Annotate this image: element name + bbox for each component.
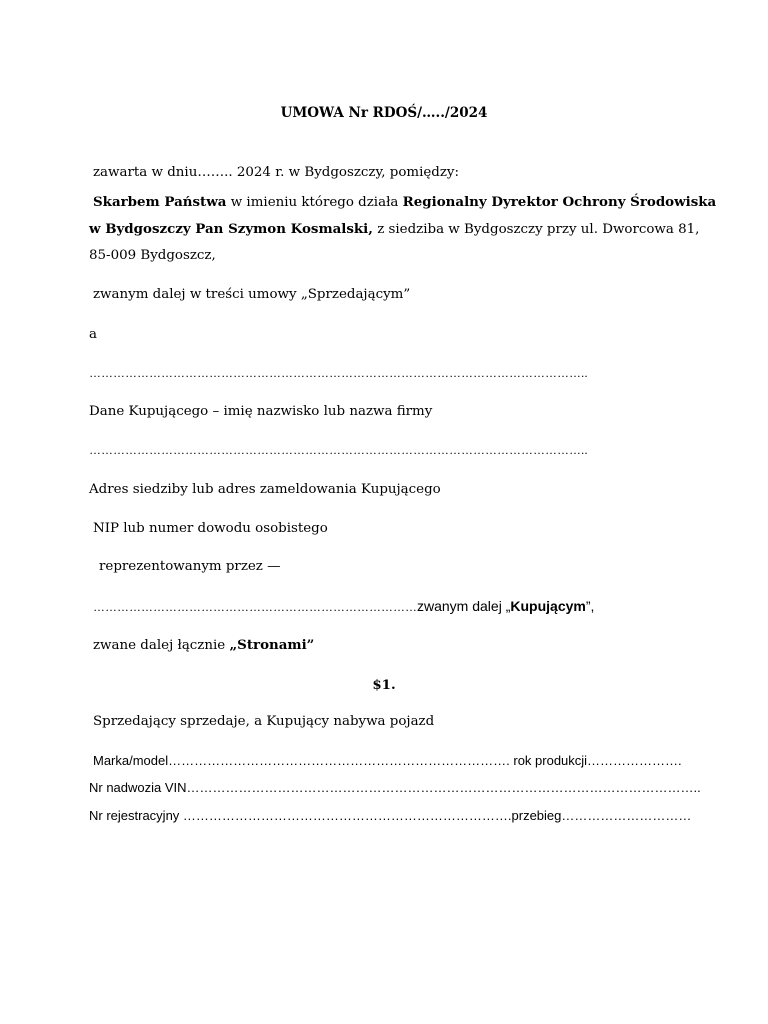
conjunction-a: a [89,327,97,342]
seller-line-3: 85-009 Bydgoszcz, [89,248,216,263]
contract-date-line: zawarta w dniu…….. 2024 r. w Bydgoszczy, pomiędzy: [93,165,460,180]
buyer-address-label: Adres siedziby lub adres zameldowania Kupującego [89,482,441,497]
contract-title: UMOWA Nr RDOŚ/…../2024 [280,105,488,121]
represented-by: reprezentowanym przez — [99,559,281,574]
seller-acting-text: w imieniu którego działa [226,195,403,210]
buyer-alias-bold: Kupującym [510,598,586,614]
buyer-blank-line-1: …………………………………………………………………………………………………………….. [89,366,588,380]
parties-alias [93,636,314,655]
buyer-name-label: Dane Kupującego – imię nazwisko lub nazwa firmy [89,404,433,419]
parties-alias-bold: „Stronami” [229,637,315,653]
parties-alias-text: zwane dalej łącznie [93,638,230,653]
buyer-alias-text: zwanym dalej „ [417,598,511,614]
seller-representative: w Bydgoszczy Pan Szymon Kosmalski, [89,221,373,237]
seller-address: z siedziba w Bydgoszczy przy ul. Dworcowa 81, [372,222,700,237]
buyer-blank-line-2: …………………………………………………………………………………………………………….. [89,443,588,457]
vehicle-registration-line: Nr rejestracyjny ………………………………………………………………….przebieg………………………… [89,808,692,823]
seller-line-2 [89,220,699,239]
vehicle-vin-line: Nr nadwozia VIN……………………………………………………………………………………………………….. [89,780,701,795]
seller-line-1 [93,193,716,212]
section-1-heading: $1. [372,677,396,693]
seller-name: Skarbem Państwa [93,194,227,210]
seller-alias: zwanym dalej w treści umowy „Sprzedającym” [93,287,411,302]
buyer-alias [93,597,594,616]
buyer-alias-end: ”, [585,598,595,614]
seller-authority: Regionalny Dyrektor Ochrony Środowiska [402,194,717,210]
buyer-id-label: NIP lub numer dowodu osobistego [93,521,328,536]
buyer-alias-dots: ……………………………………………………………………… [93,600,417,614]
sale-sentence: Sprzedający sprzedaje, a Kupujący nabywa pojazd [93,714,435,729]
vehicle-make-model-line: Marka/model……………………………………………………………………. rok produkcji…………………. [93,753,682,768]
